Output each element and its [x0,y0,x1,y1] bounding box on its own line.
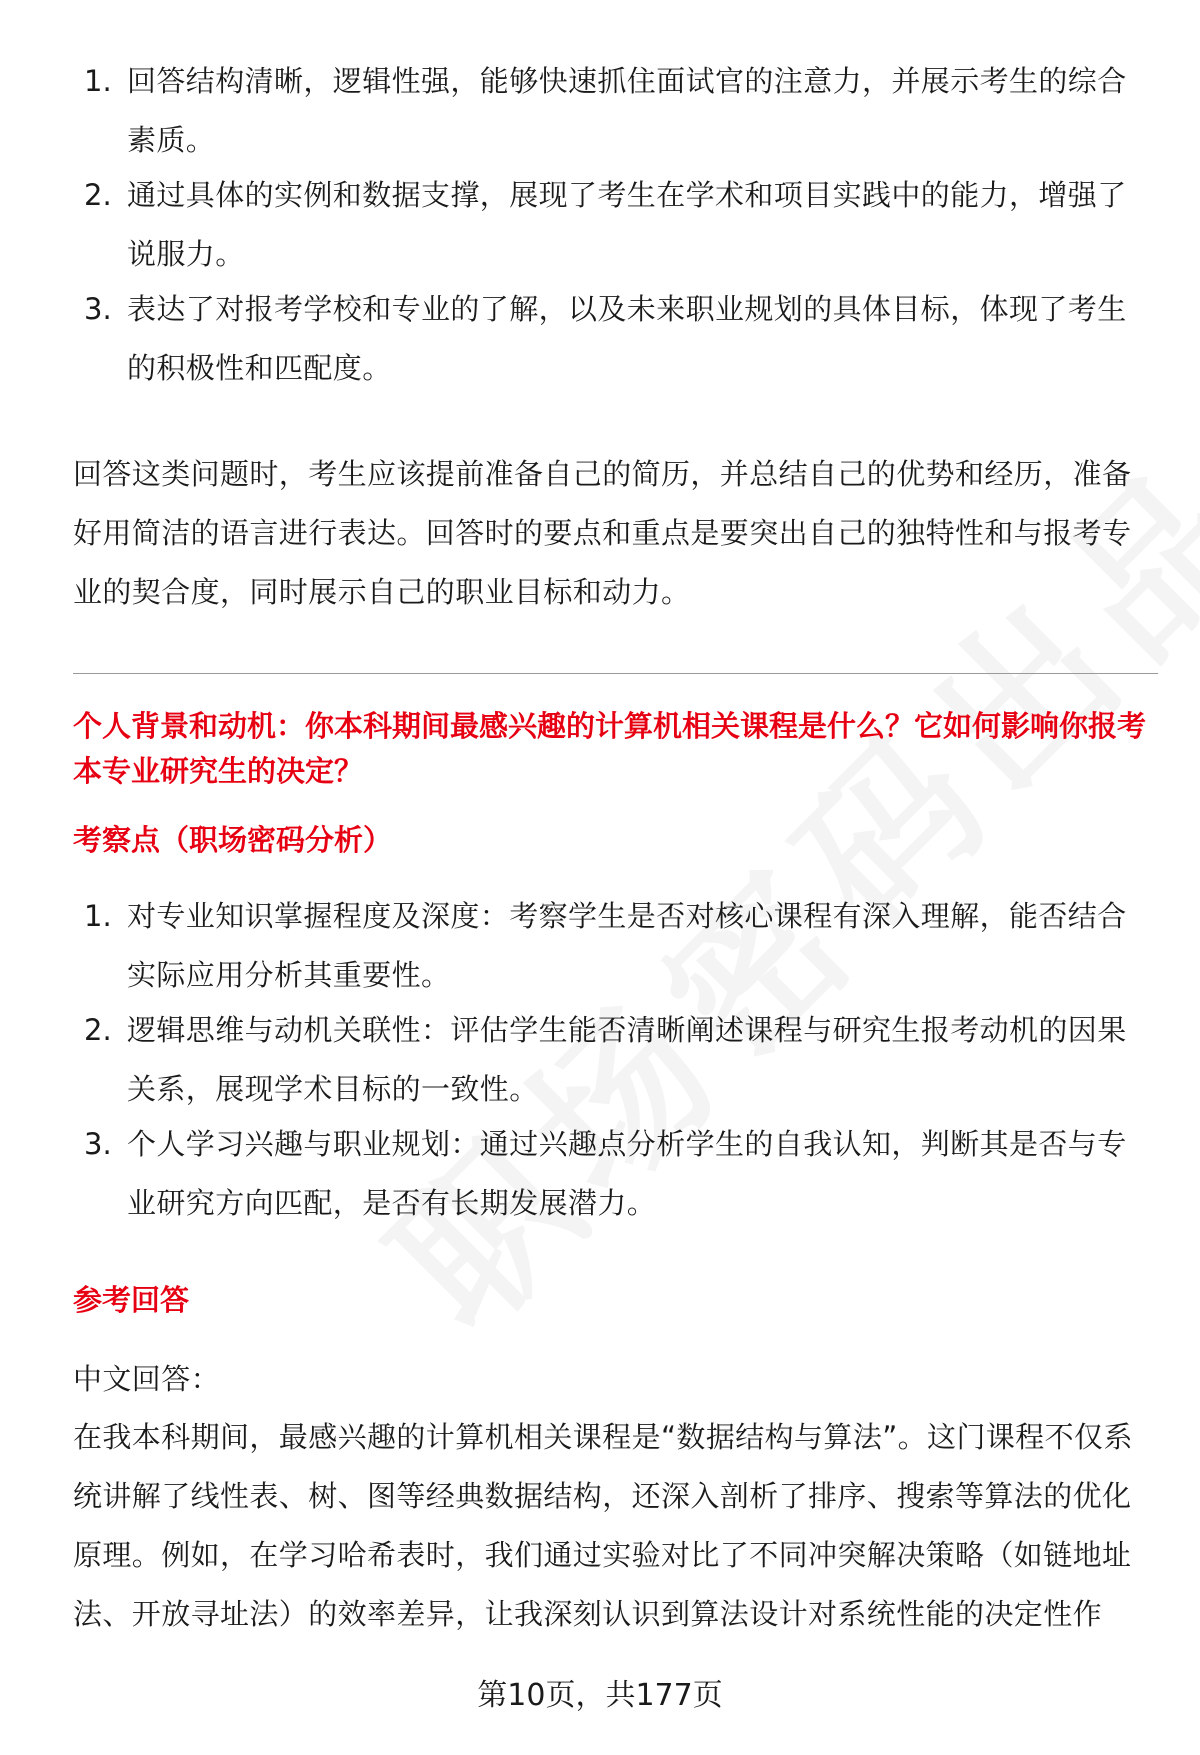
page-number: 第10页，共177页 [477,1678,723,1713]
list-item-text: 逻辑思维与动机关联性：评估学生能否清晰阐述课程与研究生报考动机的因果关系，展现学术目标的一致性。 [127,1013,1127,1106]
reference-heading: 参考回答 [73,1283,190,1317]
assessment-list [0,887,1200,1233]
answer-paragraph: 在我本科期间，最感兴趣的计算机相关课程是“数据结构与算法”。这门课程不仅系统讲解了线性表、树、图等经典数据结构，还深入剖析了排序、搜索等算法的优化原理。例如，在学习哈希表时，我们通过实验对比了不同冲突解决策略（如链地址法、开放寻址法）的效率差异，让我深刻认识到算法设计对系统性能的决定性作 [73,1420,1133,1631]
list-number: 3. [84,1127,112,1161]
section-divider [73,673,1158,674]
list-item-text: 表达了对报考学校和专业的了解，以及未来职业规划的具体目标，体现了考生的积极性和匹配度。 [127,292,1127,385]
list-item-text: 回答结构清晰，逻辑性强，能够快速抓住面试官的注意力，并展示考生的综合素质。 [127,64,1127,157]
list-number: 2. [84,1013,112,1047]
list-item-text: 通过具体的实例和数据支撑，展现了考生在学术和项目实践中的能力，增强了说服力。 [127,178,1127,271]
list-item [0,1001,1200,1119]
list-item [0,1115,1200,1233]
list-item [0,52,1200,170]
chinese-answer-label: 中文回答： [73,1362,221,1396]
assessment-heading: 考察点（职场密码分析） [73,823,393,857]
question-heading: 个人背景和动机：你本科期间最感兴趣的计算机相关课程是什么？它如何影响你报考本专业研究生的决定？ [73,709,1147,788]
list-number: 1. [84,64,112,98]
list-number: 3. [84,292,112,326]
list-number: 2. [84,178,112,212]
list-item-text: 对专业知识掌握程度及深度：考察学生是否对核心课程有深入理解，能否结合实际应用分析其重要性。 [127,899,1127,992]
list-item [0,887,1200,1005]
strengths-list [0,52,1200,398]
summary-paragraph: 回答这类问题时，考生应该提前准备自己的简历，并总结自己的优势和经历，准备好用简洁的语言进行表达。回答时的要点和重点是要突出自己的独特性和与报考专业的契合度，同时展示自己的职业目标和动力。 [73,457,1132,609]
list-number: 1. [84,899,112,933]
list-item-text: 个人学习兴趣与职业规划：通过兴趣点分析学生的自我认知，判断其是否与专业研究方向匹配，是否有长期发展潜力。 [127,1127,1127,1220]
list-item [0,280,1200,398]
list-item [0,166,1200,284]
